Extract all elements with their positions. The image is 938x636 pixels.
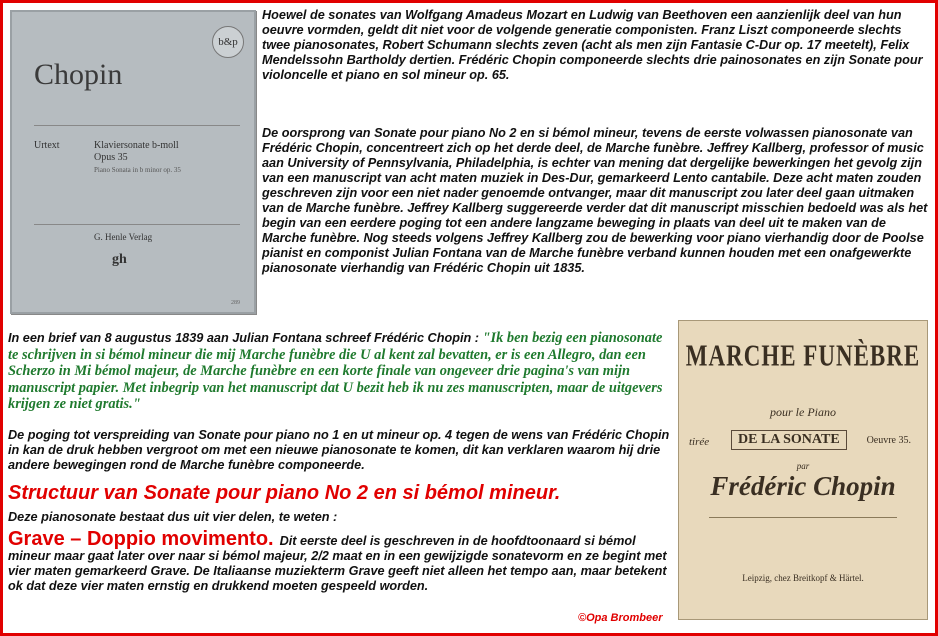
- title-page-par: par: [796, 461, 810, 471]
- cover-work-title: Klaviersonate b-moll: [94, 140, 179, 151]
- score-cover-image: [10, 10, 256, 314]
- cover-divider-2: [34, 224, 240, 225]
- title-page-opus: Oeuvre 35.: [866, 435, 911, 446]
- paragraph-letter: [8, 330, 674, 413]
- cover-composer: Chopin: [34, 58, 123, 91]
- title-page-publisher: Leipzig, chez Breitkopf & Härtel.: [742, 573, 864, 583]
- cover-catalog-number: 289: [231, 300, 240, 306]
- cover-publisher: G. Henle Verlag: [94, 232, 153, 242]
- paragraph-origin: De oorsprong van Sonate pour piano No 2 en si bémol mineur, tevens de eerste volwassen pianosonate van Frédéric Chopin, concentreert zich op het derde deel, de Marche funèbre. Jeffrey Kallberg, professor of music aan University of Pennsylvania, Philadelphia, is echter van mening dat dergelijke bewerkingen het gevolg zijn van een manuscript van acht maten muziek in Des-Dur, gemarkeerd Lento cantabile. Deze acht maten zouden geschreven zijn voor een niet nader genoemde ontvanger, maar dit manuscript zou later deel gaan uitmaken van de Marche funèbre. Jeffrey Kallberg suggereerde verder dat dit manuscript misschien bedoeld was als het begin van een eerdere poging tot een andere langzame beweging in plaats van deel uit te maken van de Marche funèbre. Nog steeds volgens Jeffrey Kallberg zou de bewerking voor piano vierhandig door de Poolse pianist en componist Julian Fontana van de Marche funèbre verband kunnen houden met een onafgewerkte pianosonate vierhandig van Frédéric Chopin uit 1835.: [262, 126, 928, 275]
- publisher-logo: b&p: [212, 26, 244, 58]
- title-page-sonate: DE LA SONATE: [731, 430, 847, 450]
- cover-work: [94, 140, 179, 164]
- title-page-pour: pour le Piano: [770, 405, 836, 419]
- title-page-composer: Frédéric Chopin: [710, 471, 896, 501]
- grave-description: Dit eerste deel is geschreven in de hoofdtoonaard si bémol mineur maar gaat later over naar si bémol majeur, 2/2 maat en in een gewijzigde sonatevorm en ze begint met vier maten gemarkeerd Grave. De Italiaanse muziekterm Grave geeft niet alleen het tempo aan, maar betekent ok dat deze vier maten ernstig en drukkend moeten gespeeld worden.: [8, 534, 667, 593]
- title-page-ornament-line: [709, 517, 897, 520]
- title-page-tiree: tirée: [689, 436, 710, 448]
- marche-funebre-title-page-image: [678, 320, 928, 620]
- cover-edition: Urtext: [34, 140, 60, 151]
- paragraph-four-parts: Deze pianosonate bestaat dus uit vier delen, te weten :: [8, 510, 338, 524]
- cover-opus: Opus 35: [94, 152, 128, 163]
- paragraph-first-sonata: De poging tot verspreiding van Sonate pour piano no 1 en ut mineur op. 4 tegen de wens van Frédéric Chopin in kan de druk hebben vergroot om met een nieuwe pianosonate te komen, dit kan verklaren waarom hij drie andere bewegingen rond de Marche funèbre componeerde.: [8, 428, 670, 472]
- section-heading-structure: Structuur van Sonate pour piano No 2 en si bémol mineur.: [8, 482, 561, 504]
- paragraph-intro: Hoewel de sonates van Wolfgang Amadeus Mozart en Ludwig van Beethoven een aanzienlijk deel van hun oeuvre vormden, geldt dit niet voor de volgende generatie componisten. Franz Liszt componeerde slechts twee pianosonates, Robert Schumann slechts zeven (acht als men zijn Fantasie C-Dur op. 17 meetelt), Felix Mendelssohn Bartholdy dertien. Frédéric Chopin componeerde slechts drie painosonates en zijn Sonate pour violoncelle et piano en sol mineur op. 65.: [262, 8, 923, 82]
- movement-heading-grave: Grave – Doppio movimento.: [8, 528, 274, 550]
- letter-quote: "Ik ben bezig een pianosonate te schrijven in si bémol mineur die mij Marche funèbre die U al kent zal bevatten, er is een Allegro, dan een Scherzo in Mi bémol majeur, de Marche funèbre en een korte finale van ongeveer drie pagina's van mijn manuscript papier. Met inbegrip van het manuscript dat U bezit heb ik nu zes manuscripten, maar de uitgevers krijgen ze niet gratis.": [8, 330, 663, 413]
- paragraph-grave: [8, 528, 674, 594]
- letter-intro: In een brief van 8 augustus 1839 aan Julian Fontana schreef Frédéric Chopin :: [8, 331, 483, 345]
- cover-subtitle: Piano Sonata in b minor op. 35: [94, 166, 181, 174]
- title-page-title: MARCHE FUNÈBRE: [685, 338, 921, 373]
- cover-divider: [34, 125, 240, 126]
- cover-monogram: gh: [112, 252, 127, 267]
- author-credit: ©Opa Brombeer: [578, 612, 663, 624]
